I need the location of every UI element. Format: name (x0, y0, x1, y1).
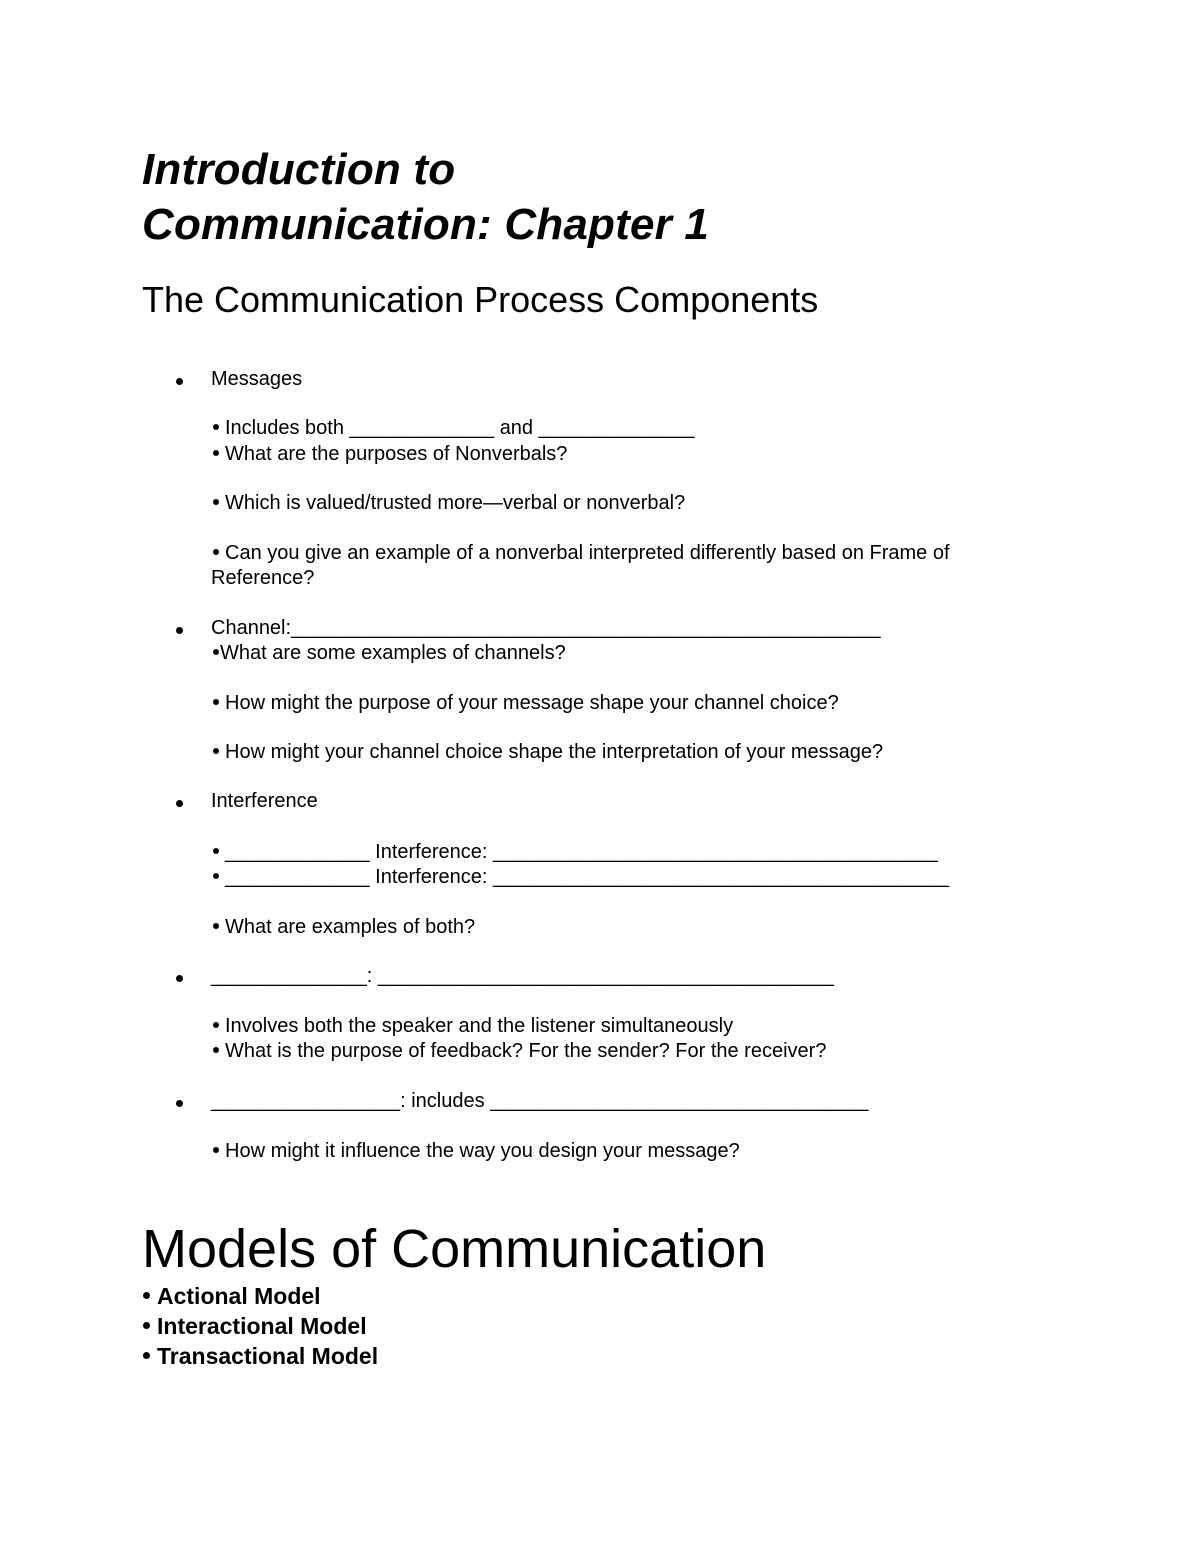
bullet-icon (213, 499, 219, 505)
list-item-text: What are the purposes of Nonverbals? (225, 443, 568, 465)
list-item (211, 740, 883, 765)
bullet-icon (213, 1147, 219, 1153)
list-item-text: What is the purpose of feedback? For the sender? For the receiver? (225, 1040, 827, 1062)
bullet-icon (213, 923, 219, 929)
list-item-text: How might it influence the way you design your message? (225, 1140, 740, 1162)
bullet-icon (213, 549, 219, 555)
list-item-text: Includes both _____________ and ______________ (225, 417, 695, 439)
bullet-icon (213, 748, 219, 754)
interference-label: Interference (211, 790, 318, 812)
bullet-icon (174, 371, 186, 383)
channel-label: Channel:_____________________________________________________ (211, 617, 881, 639)
model-list-item (142, 1282, 321, 1311)
bullet-icon (174, 968, 186, 980)
section-subtitle: The Communication Process Components (142, 279, 819, 320)
model-label: Actional Model (157, 1283, 321, 1309)
list-item-text: Which is valued/trusted more—verbal or nonverbal? (225, 492, 686, 514)
messages-label: Messages (211, 368, 303, 390)
bullet-icon (213, 699, 219, 705)
model-list-item (142, 1312, 367, 1341)
bullet-icon (174, 1093, 186, 1105)
list-item (211, 1139, 740, 1164)
models-heading: Models of Communication (142, 1219, 767, 1279)
list-item (211, 1039, 826, 1064)
list-item (211, 416, 694, 441)
list-item (211, 840, 938, 865)
bullet-icon (213, 1047, 219, 1053)
bullet-icon (213, 848, 219, 854)
list-item-text: Involves both the speaker and the listener simultaneously (225, 1015, 734, 1037)
model-label: Interactional Model (157, 1313, 367, 1339)
list-item (211, 491, 685, 516)
bullet-icon (213, 1022, 219, 1028)
list-item (211, 541, 1021, 591)
list-item (211, 915, 475, 940)
bullet-icon (213, 649, 219, 655)
list-item-text: _____________ Interference: _________________________________________ (225, 866, 950, 888)
bullet-icon (213, 873, 219, 879)
list-item-text: What are examples of both? (225, 916, 476, 938)
list-item (211, 865, 949, 890)
model-label: Transactional Model (157, 1343, 379, 1369)
title-line-1: Introduction to (142, 145, 456, 194)
document-title (142, 142, 709, 252)
bullet-icon (143, 1352, 150, 1359)
bullet-icon (143, 1322, 150, 1329)
list-item-text: Can you give an example of a nonverbal interpreted differently based on Frame of Reference? (211, 542, 950, 589)
list-item (211, 691, 839, 716)
context-label: _________________: includes __________________________________ (211, 1090, 869, 1112)
bullet-icon (143, 1292, 150, 1299)
bullet-icon (174, 620, 186, 632)
list-item-text: _____________ Interference: ________________________________________ (225, 841, 938, 863)
bullet-icon (213, 424, 219, 430)
feedback-label: ______________: _________________________________________ (211, 965, 834, 987)
list-item (211, 1014, 733, 1039)
model-list-item (142, 1342, 378, 1371)
list-item-text: How might the purpose of your message shape your channel choice? (225, 692, 839, 714)
list-item-text: What are some examples of channels? (220, 642, 566, 664)
bullet-icon (213, 450, 219, 456)
list-item (211, 442, 567, 467)
title-line-2: Communication: Chapter 1 (142, 200, 710, 249)
bullet-icon (174, 793, 186, 805)
list-item (211, 641, 566, 666)
list-item-text: How might your channel choice shape the interpretation of your message? (225, 741, 884, 763)
